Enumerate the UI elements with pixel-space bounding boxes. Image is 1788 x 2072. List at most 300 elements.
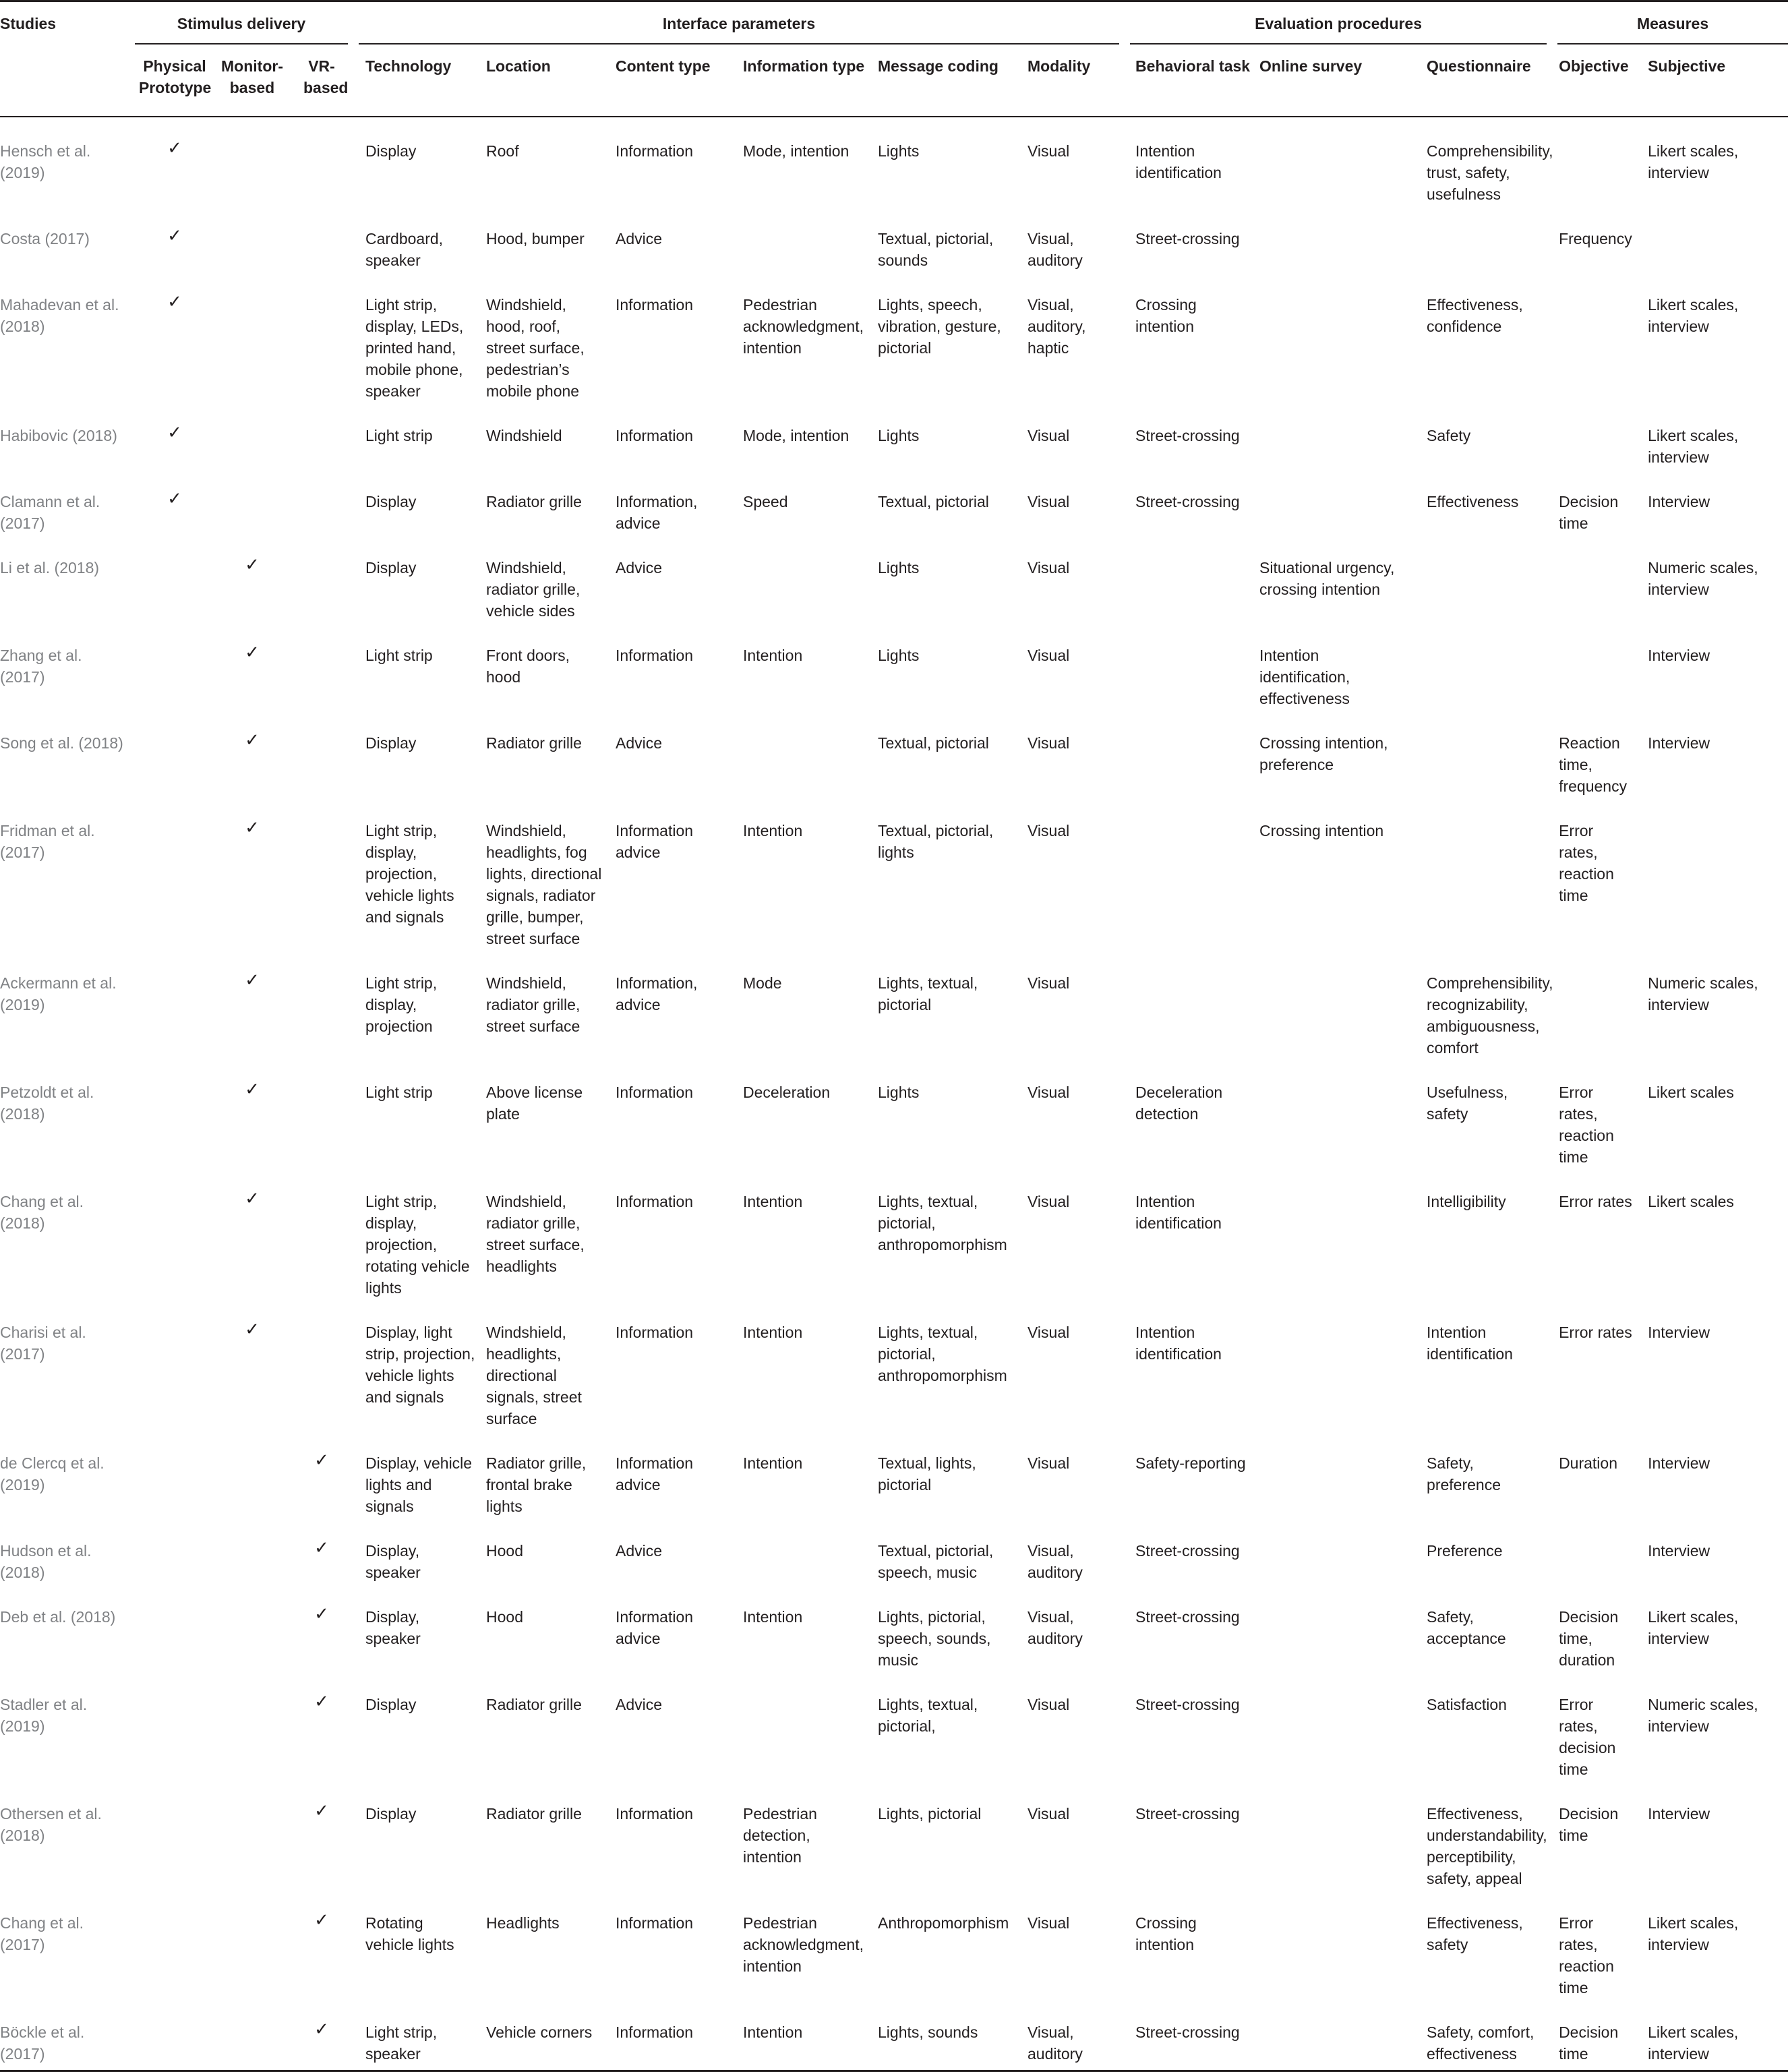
cell-vr-based [290, 539, 353, 627]
cell-modality: Visual [1027, 734, 1070, 752]
cell-content-type: Information [616, 1324, 694, 1341]
cell-modality: Visual, auditory [1021, 2004, 1125, 2071]
cell-behavioral-task: Street-crossing [1135, 1608, 1240, 1626]
cell-information-type [735, 210, 870, 276]
cell-study: Hensch et al. (2019) [0, 142, 91, 181]
header-modality: Modality [1021, 45, 1125, 117]
cell-objective: Error rates, reaction time [1559, 1914, 1614, 1996]
table-row [0, 1676, 1788, 1785]
cell-objective [1552, 539, 1640, 627]
cell-online-survey [1251, 1522, 1417, 1589]
header-studies: Studies [0, 1, 135, 117]
cell-technology: Display [365, 142, 417, 160]
cell-information-type: Pedestrian acknowledgment, intention [743, 296, 864, 357]
cell-information-type: Intention [743, 1454, 803, 1472]
cell-subjective: Numeric scales, interview [1648, 1696, 1758, 1735]
cell-physical-prototype [135, 539, 214, 627]
cell-location: Radiator grille [486, 734, 582, 752]
header-group-stimulus-delivery-label: Stimulus delivery [135, 13, 348, 45]
cell-vr-based [290, 210, 353, 276]
cell-objective: Error rates [1559, 1324, 1632, 1341]
cell-subjective: Likert scales, interview [1640, 2004, 1788, 2071]
cell-objective: Error rates, reaction time [1559, 822, 1614, 904]
cell-modality: Visual [1027, 1084, 1070, 1101]
cell-physical-prototype [135, 627, 214, 715]
cell-objective [1552, 276, 1640, 407]
header-column-row [0, 45, 1788, 117]
cell-study: Chang et al. (2017) [0, 1914, 84, 1953]
cell-monitor-based [214, 117, 290, 210]
cell-technology: Light strip, display, projection [365, 974, 438, 1035]
cell-modality: Visual [1027, 647, 1070, 664]
cell-subjective: Interview [1648, 647, 1710, 664]
cell-message-coding: Lights, speech, vibration, gesture, pictorial [878, 296, 1001, 357]
cell-message-coding: Textual, lights, pictorial [878, 1454, 976, 1493]
cell-location: Roof [486, 142, 519, 160]
cell-online-survey [1251, 1785, 1417, 1895]
cell-technology: Cardboard, speaker [365, 230, 444, 269]
cell-technology: Display, light strip, projection, vehicle lights and signals [365, 1324, 475, 1406]
cell-information-type: Intention [743, 1324, 803, 1341]
cell-vr-based [290, 1304, 353, 1435]
cell-modality: Visual, auditory [1027, 230, 1083, 269]
cell-study: Othersen et al. (2018) [0, 1805, 102, 1844]
cell-message-coding: Lights, textual, pictorial [878, 974, 978, 1013]
cell-modality: Visual [1027, 493, 1070, 510]
cell-behavioral-task: Intention identification [1135, 1193, 1222, 1232]
cell-monitor-based [214, 210, 290, 276]
cell-message-coding: Textual, pictorial, sounds [878, 230, 994, 269]
cell-information-type: Mode [743, 974, 782, 992]
cell-modality: Visual [1027, 1914, 1070, 1932]
cell-study: Clamann et al. (2017) [0, 493, 100, 532]
table-row [0, 1064, 1788, 1173]
cell-technology: Light strip, display, LEDs, printed hand, mobile phone, speaker [365, 296, 464, 400]
cell-online-survey [1251, 955, 1417, 1064]
cell-information-type [735, 1522, 870, 1589]
cell-message-coding: Lights [878, 559, 920, 576]
cell-message-coding: Textual, pictorial [878, 734, 989, 752]
cell-questionnaire [1417, 802, 1552, 955]
cell-physical-prototype [135, 1676, 214, 1785]
cell-behavioral-task: Intention identification [1135, 142, 1222, 181]
cell-technology: Light strip [365, 1084, 433, 1101]
cell-study: Fridman et al. (2017) [0, 822, 95, 861]
header-group-interface-parameters [353, 1, 1125, 45]
cell-online-survey [1251, 1304, 1417, 1435]
cell-technology: Display [365, 1696, 417, 1713]
cell-information-type: Deceleration [743, 1084, 831, 1101]
cell-location: Above license plate [486, 1084, 583, 1123]
cell-content-type: Advice [616, 734, 663, 752]
cell-behavioral-task: Street-crossing [1135, 427, 1240, 444]
cell-physical-prototype [135, 955, 214, 1064]
table-row [0, 2004, 1788, 2071]
cell-behavioral-task: Street-crossing [1135, 1696, 1240, 1713]
cell-location: Headlights [486, 1914, 560, 1932]
cell-behavioral-task: Crossing intention [1135, 296, 1197, 335]
cell-modality: Visual, auditory [1027, 1542, 1083, 1581]
table-row [0, 539, 1788, 627]
cell-monitor-based: ✓ [245, 1320, 260, 1340]
cell-information-type: Pedestrian acknowledgment, intention [743, 1914, 864, 1975]
header-group-row [0, 1, 1788, 45]
cell-behavioral-task: Deceleration detection [1135, 1084, 1223, 1123]
table-row [0, 802, 1788, 955]
cell-vr-based [290, 473, 353, 539]
cell-location: Windshield, headlights, directional signals, street surface [486, 1324, 582, 1427]
cell-message-coding: Textual, pictorial, lights [878, 822, 994, 861]
cell-monitor-based: ✓ [245, 1079, 260, 1100]
cell-vr-based [290, 627, 353, 715]
cell-vr-based [290, 715, 353, 802]
cell-online-survey [1251, 117, 1417, 210]
cell-study: Hudson et al. (2018) [0, 1542, 92, 1581]
cell-technology: Display, speaker [365, 1542, 421, 1581]
cell-message-coding: Textual, pictorial [878, 493, 989, 510]
cell-technology: Rotating vehicle lights [365, 1914, 454, 1953]
cell-questionnaire: Usefulness, safety [1427, 1084, 1508, 1123]
cell-behavioral-task [1125, 955, 1251, 1064]
cell-technology: Light strip, speaker [353, 2004, 481, 2071]
header-behavioral-task: Behavioral task [1125, 45, 1251, 117]
cell-location: Windshield [486, 427, 562, 444]
cell-study: Costa (2017) [0, 230, 90, 247]
cell-study: Deb et al. (2018) [0, 1608, 116, 1626]
cell-online-survey: Intention identification, effectiveness [1259, 647, 1350, 707]
cell-study: Chang et al. (2018) [0, 1193, 84, 1232]
cell-vr-based: ✓ [314, 1538, 329, 1558]
cell-monitor-based [214, 2004, 290, 2071]
cell-behavioral-task: Street-crossing [1135, 1805, 1240, 1823]
cell-study: Charisi et al. (2017) [0, 1324, 86, 1363]
cell-message-coding: Lights [878, 647, 920, 664]
cell-content-type: Information, advice [616, 974, 698, 1013]
cell-monitor-based [214, 1589, 290, 1676]
table-row [0, 715, 1788, 802]
cell-objective: Decision time [1559, 493, 1619, 532]
header-online-survey: Online survey [1251, 45, 1417, 117]
cell-physical-prototype [135, 1173, 214, 1304]
cell-questionnaire: Effectiveness, safety [1427, 1914, 1523, 1953]
cell-online-survey [1251, 1895, 1417, 2004]
cell-vr-based: ✓ [314, 1692, 329, 1712]
cell-technology: Light strip, display, projection, rotating vehicle lights [365, 1193, 470, 1297]
cell-study: Zhang et al. (2017) [0, 647, 82, 686]
header-message-coding: Message coding [870, 45, 1021, 117]
cell-vr-based: ✓ [314, 1910, 329, 1930]
cell-behavioral-task [1125, 715, 1251, 802]
table-row [0, 627, 1788, 715]
cell-information-type: Intention [743, 1193, 803, 1210]
cell-online-survey: Crossing intention [1259, 822, 1384, 839]
cell-content-type: Information [616, 1805, 694, 1823]
table-row [0, 1435, 1788, 1522]
cell-objective [1552, 117, 1640, 210]
cell-behavioral-task: Street-crossing [1135, 1542, 1240, 1560]
cell-message-coding: Lights [878, 427, 920, 444]
cell-content-type: Information, advice [616, 493, 698, 532]
cell-physical-prototype: ✓ [167, 292, 182, 312]
cell-subjective: Likert scales, interview [1648, 427, 1739, 466]
cell-monitor-based: ✓ [245, 970, 260, 990]
cell-online-survey: Situational urgency, crossing intention [1259, 559, 1395, 598]
cell-study: Mahadevan et al. (2018) [0, 296, 119, 335]
cell-message-coding: Lights, pictorial [878, 1805, 982, 1823]
cell-subjective: Likert scales [1648, 1193, 1734, 1210]
header-subjective: Subjective [1640, 45, 1788, 117]
cell-message-coding: Lights, sounds [870, 2004, 1021, 2071]
cell-behavioral-task: Street-crossing [1135, 493, 1240, 510]
cell-subjective: Interview [1648, 493, 1710, 510]
cell-physical-prototype [135, 1522, 214, 1589]
cell-modality: Visual [1027, 822, 1070, 839]
cell-objective: Decision time, duration [1559, 1608, 1619, 1669]
cell-message-coding: Textual, pictorial, speech, music [878, 1542, 994, 1581]
cell-monitor-based [214, 1435, 290, 1522]
cell-message-coding: Lights, pictorial, speech, sounds, music [878, 1608, 991, 1669]
table-row [0, 210, 1788, 276]
cell-content-type: Information [607, 2004, 735, 2071]
cell-questionnaire: Preference [1427, 1542, 1503, 1560]
cell-questionnaire [1417, 210, 1552, 276]
cell-subjective [1640, 802, 1788, 955]
table-row [0, 1785, 1788, 1895]
cell-study: Li et al. (2018) [0, 559, 100, 576]
table-header [0, 1, 1788, 117]
cell-objective: Error rates [1559, 1193, 1632, 1210]
cell-online-survey [1251, 407, 1417, 473]
cell-location: Radiator grille [486, 1805, 582, 1823]
cell-modality: Visual [1027, 1193, 1070, 1210]
cell-online-survey [1251, 1435, 1417, 1522]
cell-questionnaire: Comprehensibility, trust, safety, usefulness [1427, 142, 1553, 203]
cell-location: Radiator grille, frontal brake lights [486, 1454, 587, 1515]
cell-physical-prototype [135, 1304, 214, 1435]
cell-behavioral-task: Intention identification [1135, 1324, 1222, 1363]
cell-vr-based: ✓ [314, 1450, 329, 1471]
cell-information-type: Intention [743, 647, 803, 664]
cell-subjective: Likert scales, interview [1648, 1914, 1739, 1953]
cell-physical-prototype [135, 1895, 214, 2004]
cell-technology: Display, vehicle lights and signals [365, 1454, 473, 1515]
cell-information-type: Mode, intention [743, 427, 850, 444]
cell-monitor-based [214, 1522, 290, 1589]
cell-subjective [1640, 210, 1788, 276]
cell-vr-based [290, 117, 353, 210]
cell-online-survey [1251, 1676, 1417, 1785]
cell-vr-based: ✓ [314, 1604, 329, 1624]
cell-physical-prototype: ✓ [167, 423, 182, 443]
header-group-evaluation-procedures [1125, 1, 1552, 45]
cell-subjective: Interview [1648, 1542, 1710, 1560]
cell-physical-prototype: ✓ [167, 489, 182, 509]
cell-study: Ackermann et al. (2019) [0, 974, 117, 1013]
header-group-measures [1552, 1, 1788, 45]
cell-vr-based [290, 276, 353, 407]
cell-physical-prototype [135, 715, 214, 802]
cell-content-type: Information advice [616, 1608, 694, 1647]
cell-content-type: Information [616, 1193, 694, 1210]
cell-technology: Light strip [365, 427, 433, 444]
cell-physical-prototype [135, 1785, 214, 1895]
cell-location: Hood [486, 1608, 523, 1626]
cell-study: Stadler et al. (2019) [0, 1696, 88, 1735]
cell-objective [1552, 407, 1640, 473]
cell-monitor-based: ✓ [245, 1189, 260, 1209]
cell-questionnaire: Effectiveness, understandability, perceptibility, safety, appeal [1427, 1805, 1547, 1887]
cell-location: Hood, bumper [486, 230, 585, 247]
cell-questionnaire [1417, 627, 1552, 715]
cell-message-coding: Lights, textual, pictorial, [878, 1696, 978, 1735]
cell-online-survey [1251, 210, 1417, 276]
cell-questionnaire [1417, 539, 1552, 627]
cell-questionnaire: Comprehensibility, recognizability, ambiguousness, comfort [1427, 974, 1553, 1057]
cell-online-survey [1251, 1173, 1417, 1304]
cell-physical-prototype: ✓ [167, 226, 182, 246]
cell-questionnaire: Effectiveness [1427, 493, 1519, 510]
cell-questionnaire: Intention identification [1427, 1324, 1513, 1363]
cell-monitor-based [214, 1676, 290, 1785]
cell-objective: Error rates, reaction time [1559, 1084, 1614, 1166]
cell-modality: Visual [1027, 1805, 1070, 1823]
header-technology: Technology [353, 45, 481, 117]
cell-information-type: Intention [743, 822, 803, 839]
cell-technology: Display [365, 493, 417, 510]
cell-objective [1552, 1522, 1640, 1589]
cell-modality: Visual [1027, 1454, 1070, 1472]
table-row [0, 276, 1788, 407]
cell-physical-prototype: ✓ [167, 138, 182, 158]
cell-questionnaire: Effectiveness, confidence [1427, 296, 1523, 335]
cell-location: Radiator grille [486, 1696, 582, 1713]
cell-monitor-based [214, 1895, 290, 2004]
cell-behavioral-task: Safety-reporting [1135, 1454, 1246, 1472]
cell-subjective: Likert scales, interview [1648, 1608, 1739, 1647]
cell-message-coding: Lights, textual, pictorial, anthropomorphism [878, 1324, 1007, 1384]
cell-modality: Visual, auditory, haptic [1027, 296, 1086, 357]
cell-online-survey [1251, 276, 1417, 407]
cell-content-type: Information advice [616, 1454, 694, 1493]
cell-content-type: Information [616, 296, 694, 314]
cell-physical-prototype [135, 802, 214, 955]
cell-behavioral-task [1125, 539, 1251, 627]
table-row [0, 1304, 1788, 1435]
cell-behavioral-task [1125, 627, 1251, 715]
header-location: Location [481, 45, 607, 117]
cell-modality: Visual [1027, 559, 1070, 576]
cell-study: Song et al. (2018) [0, 734, 123, 752]
cell-location: Windshield, radiator grille, vehicle sides [486, 559, 580, 620]
cell-content-type: Advice [616, 1542, 663, 1560]
cell-subjective: Interview [1648, 1324, 1710, 1341]
header-questionnaire: Questionnaire [1417, 45, 1552, 117]
cell-questionnaire [1417, 715, 1552, 802]
cell-monitor-based: ✓ [245, 818, 260, 838]
cell-online-survey: Crossing intention, preference [1259, 734, 1388, 773]
cell-modality: Visual [1027, 427, 1070, 444]
cell-message-coding: Anthropomorphism [878, 1914, 1009, 1932]
cell-location: Vehicle corners [481, 2004, 607, 2071]
cell-technology: Display [365, 559, 417, 576]
cell-technology: Display [365, 734, 417, 752]
cell-monitor-based: ✓ [245, 730, 260, 750]
cell-technology: Light strip, display, projection, vehicle lights and signals [365, 822, 454, 926]
cell-technology: Display [365, 1805, 417, 1823]
cell-questionnaire: Satisfaction [1427, 1696, 1507, 1713]
table-body [0, 117, 1788, 2071]
cell-subjective: Numeric scales, interview [1648, 559, 1758, 598]
cell-content-type: Advice [616, 1696, 663, 1713]
table-row [0, 1895, 1788, 2004]
header-group-evaluation-procedures-label: Evaluation procedures [1130, 13, 1547, 45]
cell-information-type: Intention [743, 1608, 803, 1626]
table-row [0, 407, 1788, 473]
cell-questionnaire: Safety, preference [1427, 1454, 1501, 1493]
cell-objective: Decision time [1559, 1805, 1619, 1844]
cell-questionnaire: Safety, acceptance [1427, 1608, 1506, 1647]
cell-subjective: Interview [1648, 1454, 1710, 1472]
cell-monitor-based [214, 276, 290, 407]
header-physical-prototype: Physical Prototype [135, 45, 214, 117]
cell-information-type [735, 715, 870, 802]
cell-location: Windshield, hood, roof, street surface, pedestrian’s mobile phone [486, 296, 585, 400]
cell-monitor-based: ✓ [245, 555, 260, 575]
cell-content-type: Information [616, 647, 694, 664]
cell-location: Radiator grille [486, 493, 582, 510]
cell-online-survey [1251, 2004, 1417, 2071]
cell-monitor-based [214, 473, 290, 539]
cell-location: Windshield, headlights, fog lights, directional signals, radiator grille, bumper, street surface [486, 822, 602, 947]
table-row [0, 1173, 1788, 1304]
cell-information-type: Intention [735, 2004, 870, 2071]
header-vr-based: VR-based [290, 45, 353, 117]
cell-vr-based: ✓ [314, 1801, 329, 1821]
cell-physical-prototype [135, 1589, 214, 1676]
cell-questionnaire: Intelligibility [1427, 1193, 1506, 1210]
cell-online-survey [1251, 1589, 1417, 1676]
cell-monitor-based: ✓ [245, 643, 260, 663]
cell-study: de Clercq et al. (2019) [0, 1454, 105, 1493]
cell-vr-based [290, 955, 353, 1064]
cell-modality: Visual, auditory [1027, 1608, 1083, 1647]
cell-technology: Display, speaker [365, 1608, 421, 1647]
cell-content-type: Information advice [616, 822, 694, 861]
cell-technology: Light strip [365, 647, 433, 664]
cell-objective: Frequency [1559, 230, 1632, 247]
cell-online-survey [1251, 1064, 1417, 1173]
cell-questionnaire: Safety [1427, 427, 1471, 444]
cell-content-type: Information [616, 142, 694, 160]
cell-information-type: Mode, intention [743, 142, 850, 160]
cell-objective: Reaction time, frequency [1559, 734, 1628, 795]
cell-vr-based [290, 1173, 353, 1304]
cell-study: Petzoldt et al. (2018) [0, 1084, 94, 1123]
cell-questionnaire: Safety, comfort, effectiveness [1417, 2004, 1552, 2071]
cell-subjective: Likert scales [1648, 1084, 1734, 1101]
table-row [0, 117, 1788, 210]
cell-information-type [735, 1676, 870, 1785]
cell-information-type: Speed [743, 493, 788, 510]
cell-modality: Visual [1027, 974, 1070, 992]
cell-modality: Visual [1027, 1696, 1070, 1713]
cell-content-type: Information [616, 1084, 694, 1101]
cell-online-survey [1251, 473, 1417, 539]
cell-monitor-based [214, 407, 290, 473]
cell-behavioral-task: Street-crossing [1135, 230, 1240, 247]
cell-subjective: Likert scales, interview [1648, 296, 1739, 335]
cell-study: Böckle et al. (2017) [0, 2004, 135, 2071]
